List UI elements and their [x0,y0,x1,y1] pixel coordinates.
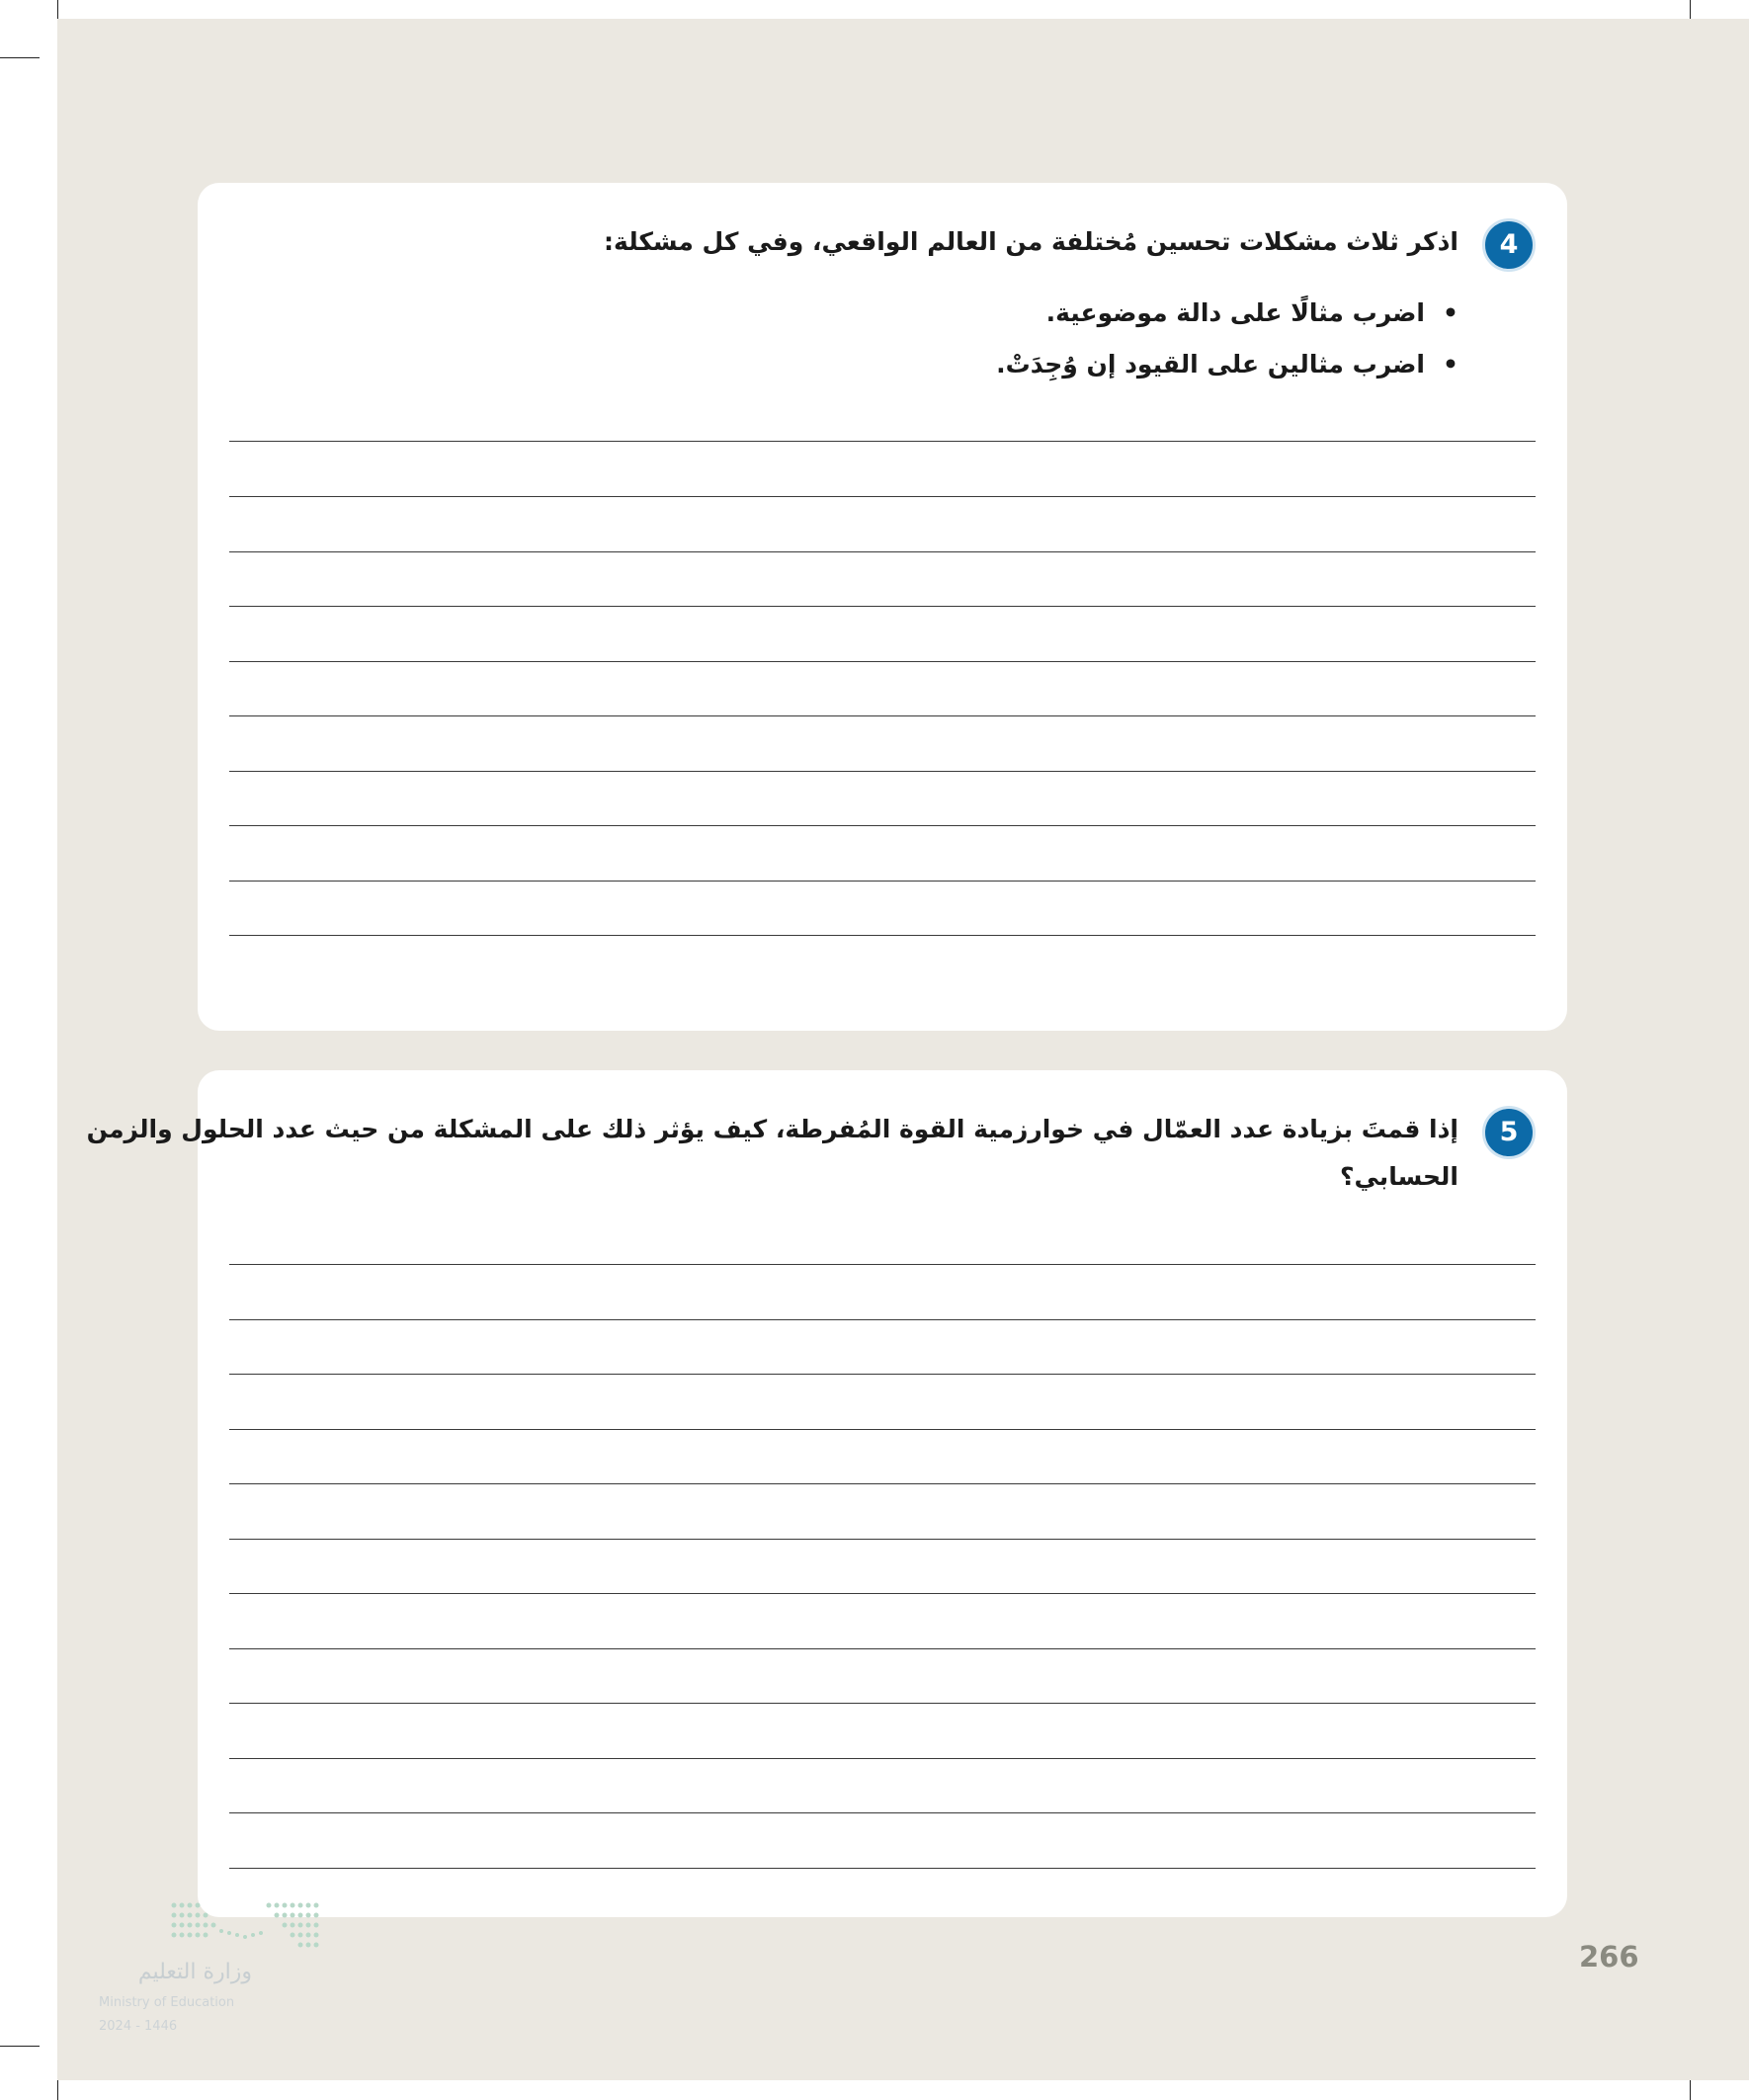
answer-line[interactable] [229,1374,1536,1375]
bullet-item [372,294,1458,345]
answer-line[interactable] [229,935,1536,936]
page-number: 266 [1579,1940,1639,1974]
answer-line[interactable] [229,496,1536,497]
answer-line[interactable] [229,771,1536,772]
answer-line[interactable] [229,551,1536,552]
bullet-text: اضرب مثالين على القيود إن وُجِدَتْ. [996,350,1425,378]
bullet-item [372,345,1458,396]
ministry-logo [94,1892,331,2041]
question-number-badge: 4 [1482,218,1536,272]
bullet-text: اضرب مثالًا على دالة موضوعية. [1045,298,1425,327]
answer-line[interactable] [229,1812,1536,1813]
question-5-card [86,1070,1567,1917]
answer-line[interactable] [229,825,1536,826]
answer-line[interactable] [229,606,1536,607]
answer-line[interactable] [229,1319,1536,1320]
answer-line[interactable] [229,661,1536,662]
question-4-text: اذكر ثلاث مشكلات تحسين مُختلفة من العالم الواقعي، وفي كل مشكلة: [604,227,1458,256]
question-5-text-line-1: إذا قمتَ بزيادة عدد العمّال في خوارزمية القوة المُفرطة، كيف يؤثر ذلك على المشكلة من حيث عدد الحلول والزمن [86,1115,1458,1143]
answer-line[interactable] [229,1264,1536,1265]
logo-english-text: Ministry of Education [99,1995,235,2010]
answer-line[interactable] [229,1539,1536,1540]
crop-mark [0,2046,40,2047]
answer-line[interactable] [229,1648,1536,1649]
answer-line[interactable] [229,715,1536,716]
logo-dots-icon [168,1897,326,1957]
answer-line[interactable] [229,1593,1536,1594]
answer-line[interactable] [229,1703,1536,1704]
question-4-bullets [372,294,1458,396]
question-number-badge: 5 [1482,1106,1536,1159]
answer-line[interactable] [229,1868,1536,1869]
answer-line[interactable] [229,1758,1536,1759]
answer-line[interactable] [229,441,1536,442]
answer-line[interactable] [229,881,1536,882]
answer-line[interactable] [229,1429,1536,1430]
crop-mark [0,57,40,58]
logo-year-text: 2024 - 1446 [99,2019,178,2034]
question-5-text-line-2: الحسابي؟ [1340,1162,1458,1191]
logo-arabic-text: وزارة التعليم [137,1960,252,1984]
answer-line[interactable] [229,1483,1536,1484]
question-4-card [198,183,1567,1031]
